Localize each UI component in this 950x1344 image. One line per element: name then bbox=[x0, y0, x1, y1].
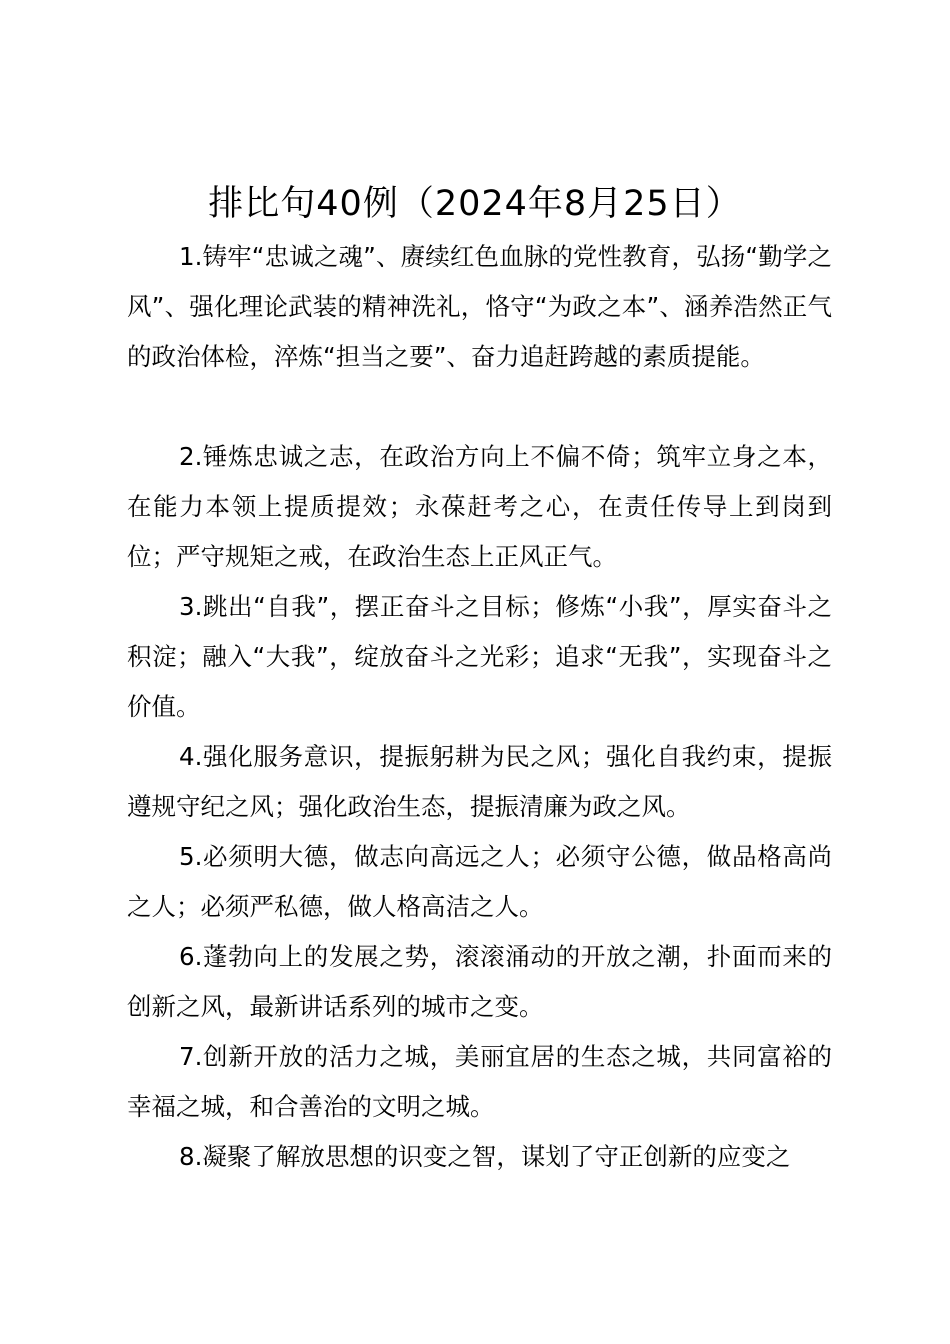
paragraph-5: 5.必须明大德，做志向高远之人；必须守公德，做品格高尚之人；必须严私德，做人格高洁之人。 bbox=[127, 842, 832, 921]
paragraph-2: 2.锤炼忠诚之志，在政治方向上不偏不倚；筑牢立身之本，在能力本领上提质提效；永葆赶考之心，在责任传导上到岗到位；严守规矩之戒，在政治生态上正风正气。 bbox=[127, 442, 832, 571]
paragraph-7: 7.创新开放的活力之城，美丽宜居的生态之城，共同富裕的幸福之城，和合善治的文明之城。 bbox=[127, 1042, 832, 1121]
paragraph-3: 3.跳出“自我”，摆正奋斗之目标；修炼“小我”，厚实奋斗之积淀；融入“大我”，绽放奋斗之光彩；追求“无我”，实现奋斗之价值。 bbox=[127, 592, 832, 721]
paragraph-4: 4.强化服务意识，提振躬耕为民之风；强化自我约束，提振遵规守纪之风；强化政治生态，提振清廉为政之风。 bbox=[127, 742, 832, 821]
document-title: 排比句40例（2024年8月25日） bbox=[208, 184, 742, 224]
paragraph-6: 6.蓬勃向上的发展之势，滚滚涌动的开放之潮，扑面而来的创新之风，最新讲话系列的城市之变。 bbox=[127, 942, 832, 1021]
paragraph-8: 8.凝聚了解放思想的识变之智，谋划了守正创新的应变之 bbox=[179, 1142, 791, 1171]
paragraph-1: 1.铸牢“忠诚之魂”、赓续红色血脉的党性教育，弘扬“勤学之风”、强化理论武装的精神洗礼，恪守“为政之本”、涵养浩然正气的政治体检，淬炼“担当之要”、奋力追赶跨越的素质提能。 bbox=[127, 242, 832, 371]
